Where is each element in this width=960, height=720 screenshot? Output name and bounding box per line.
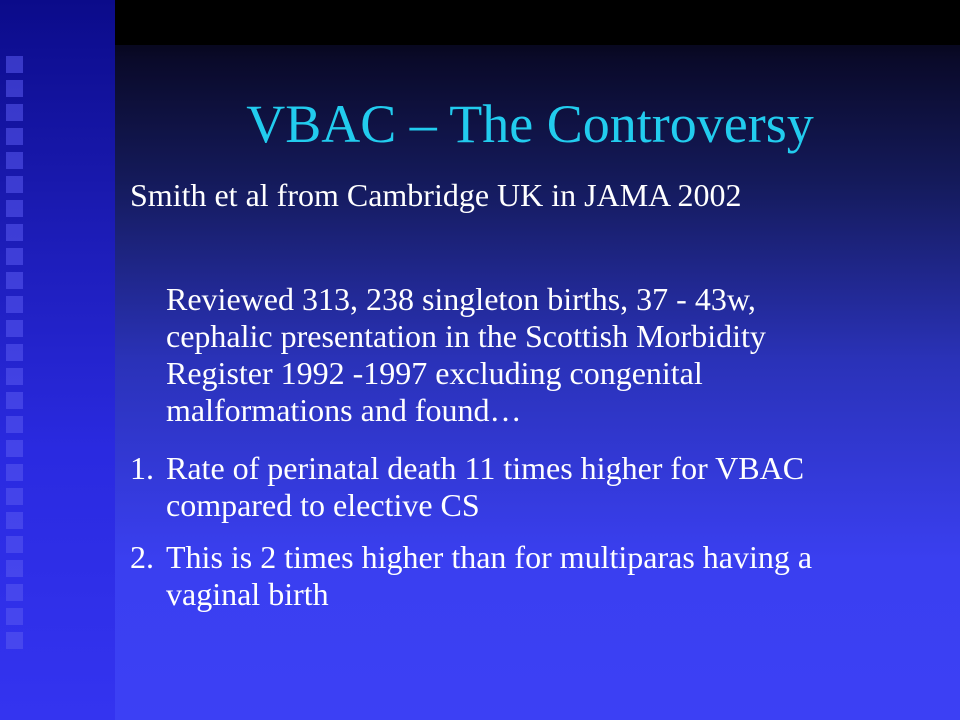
decorative-square xyxy=(6,296,23,313)
review-line: Reviewed 313, 238 singleton births, 37 - 43w, xyxy=(166,281,756,317)
decorative-square xyxy=(6,56,23,73)
decorative-square xyxy=(6,536,23,553)
decorative-square xyxy=(6,224,23,241)
review-line: cephalic presentation in the Scottish Morbidity xyxy=(166,318,766,354)
decorative-square xyxy=(6,80,23,97)
decorative-square xyxy=(6,344,23,361)
decorative-square xyxy=(6,488,23,505)
decorative-square xyxy=(6,440,23,457)
decorative-square xyxy=(6,152,23,169)
decorative-square xyxy=(6,512,23,529)
decorative-square xyxy=(6,416,23,433)
finding-line: vaginal birth xyxy=(166,576,329,612)
decorative-square xyxy=(6,632,23,649)
finding-number: 1. xyxy=(130,450,154,486)
finding-line: compared to elective CS xyxy=(166,487,480,523)
decorative-squares-column xyxy=(6,56,28,676)
review-line: malformations and found… xyxy=(166,392,522,428)
decorative-square xyxy=(6,200,23,217)
source-line: Smith et al from Cambridge UK in JAMA 2002 xyxy=(130,177,742,213)
decorative-square xyxy=(6,368,23,385)
slide-body xyxy=(130,177,930,612)
decorative-square xyxy=(6,560,23,577)
finding-line: This is 2 times higher than for multiparas having a xyxy=(166,539,813,575)
decorative-square xyxy=(6,128,23,145)
finding-item-2 xyxy=(130,539,812,613)
decorative-square xyxy=(6,272,23,289)
decorative-square xyxy=(6,176,23,193)
review-paragraph xyxy=(166,281,766,429)
decorative-square xyxy=(6,464,23,481)
slide-title: VBAC – The Controversy xyxy=(246,94,814,154)
decorative-square xyxy=(6,248,23,265)
decorative-square xyxy=(6,392,23,409)
decorative-square xyxy=(6,608,23,625)
decorative-square xyxy=(6,104,23,121)
top-dark-band xyxy=(115,0,960,45)
finding-line: Rate of perinatal death 11 times higher for VBAC xyxy=(166,450,805,486)
review-line: Register 1992 -1997 excluding congenital xyxy=(166,355,703,391)
decorative-square xyxy=(6,320,23,337)
finding-item-1 xyxy=(130,450,804,524)
decorative-square xyxy=(6,584,23,601)
finding-number: 2. xyxy=(130,539,154,575)
